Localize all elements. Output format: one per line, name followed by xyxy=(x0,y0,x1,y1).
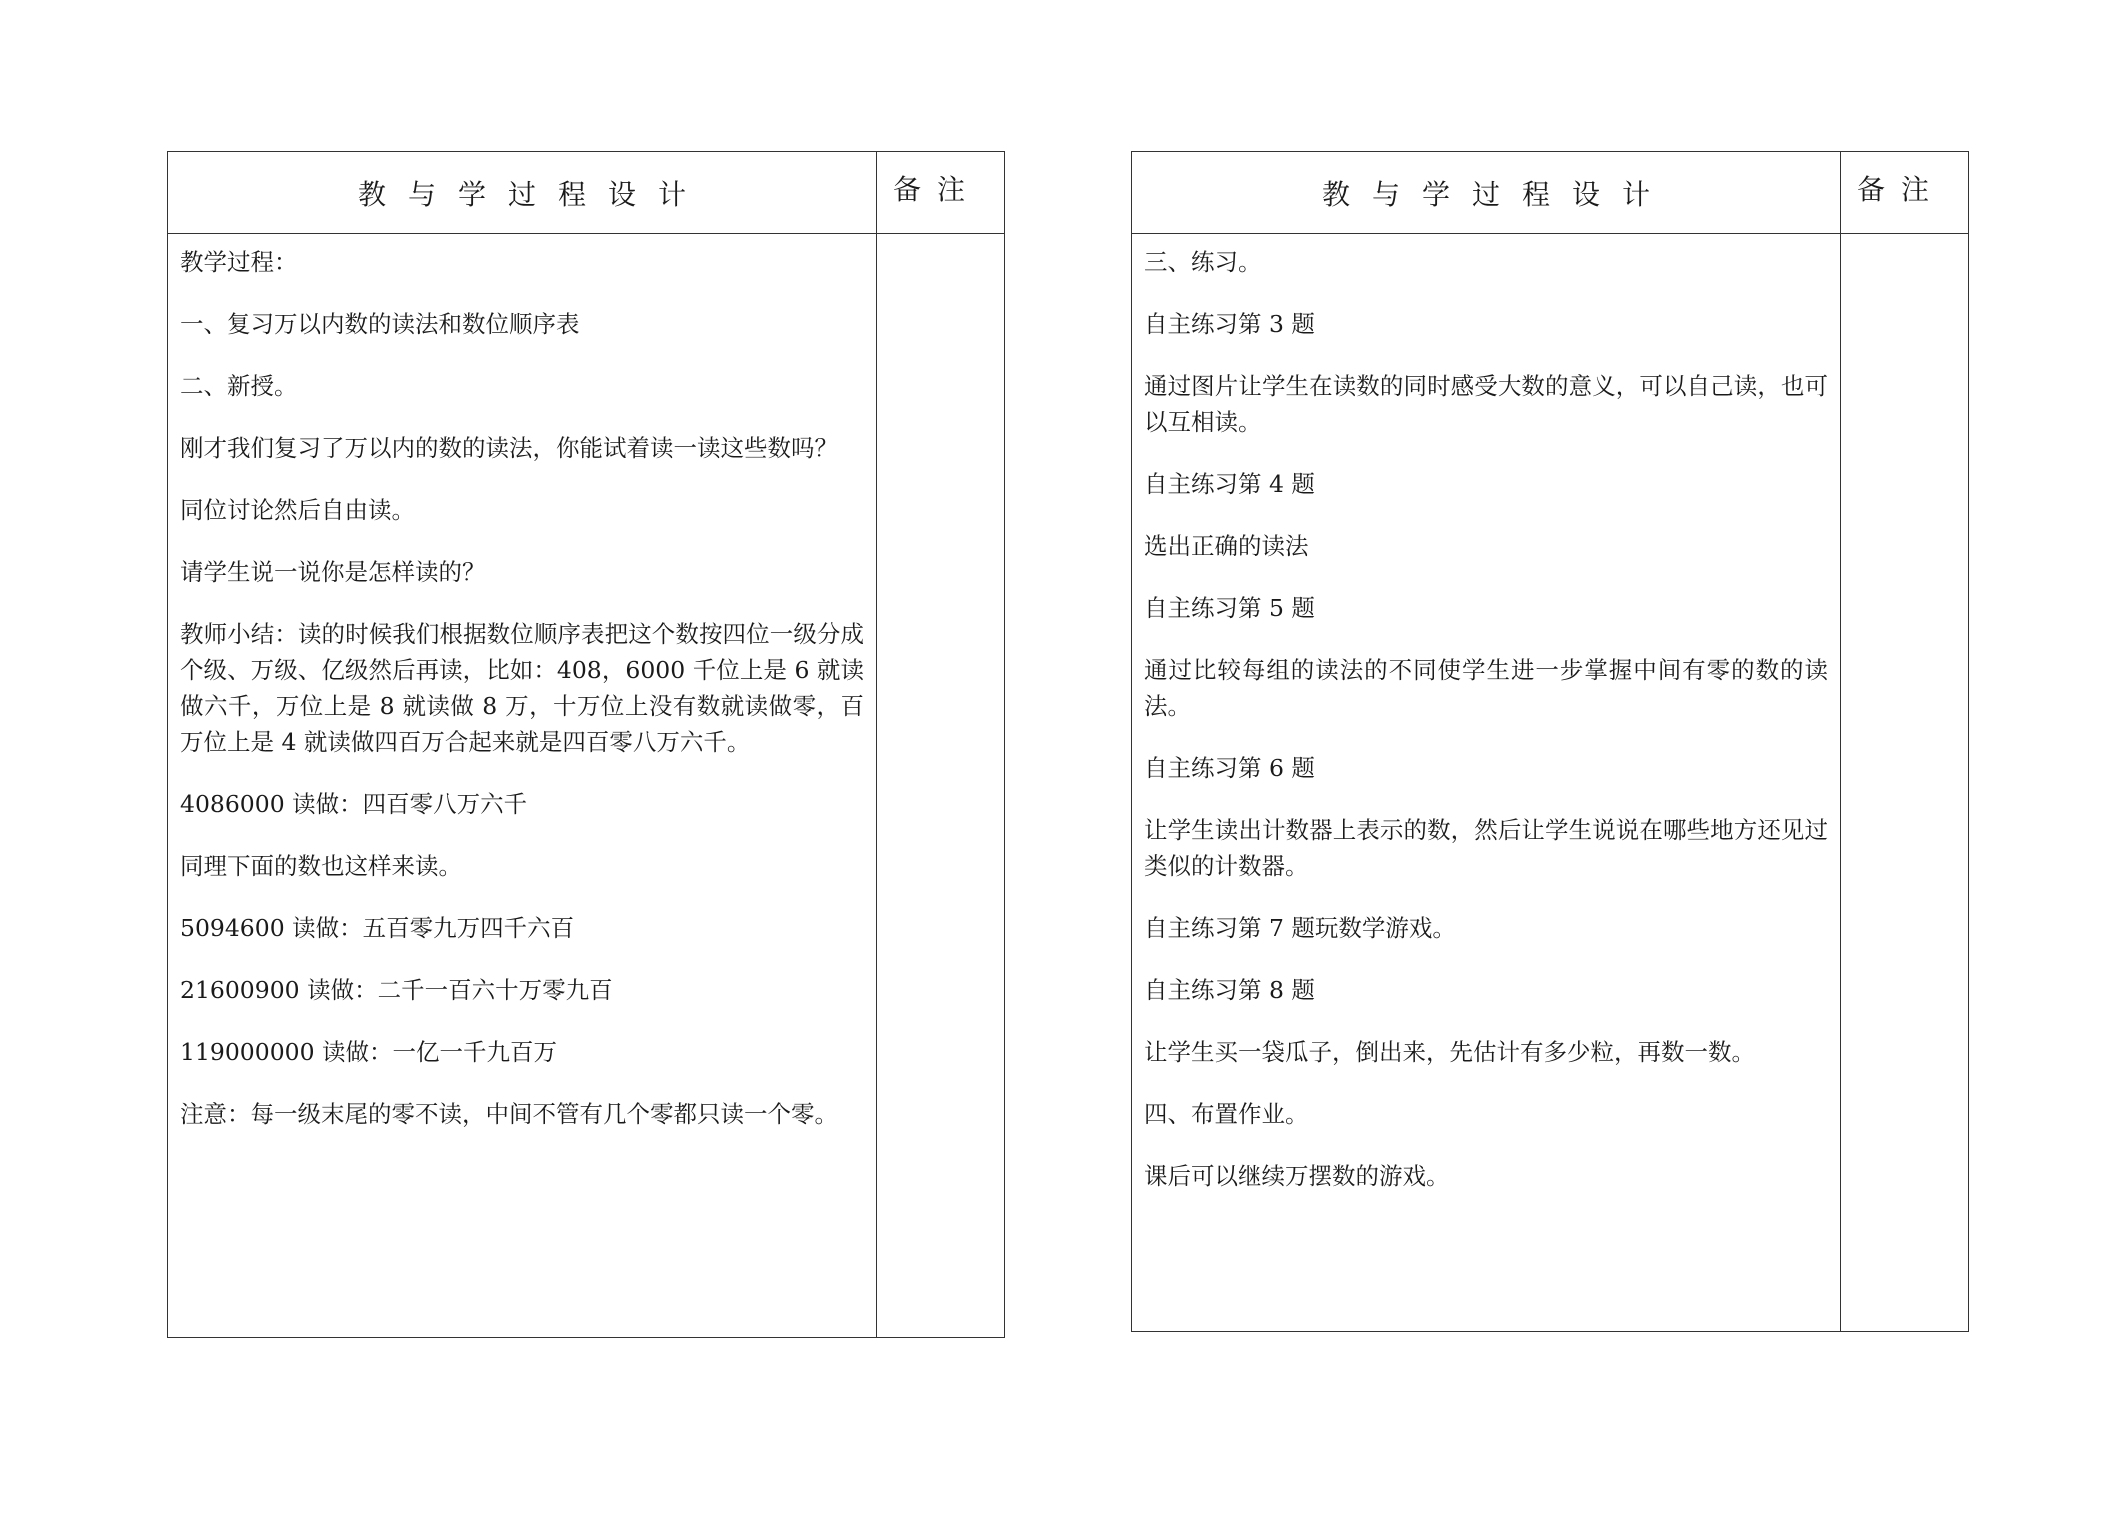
paragraph: 119000000 读做：一亿一千九百万 xyxy=(180,1038,558,1066)
left-header-title: 教与学过程设计 xyxy=(357,177,708,211)
paragraph: 4086000 读做：四百零八万六千 xyxy=(180,790,528,818)
paragraph: 刚才我们复习了万以内的数的读法，你能试着读一读这些数吗？ xyxy=(180,434,838,462)
left-lesson-table xyxy=(167,151,1005,1338)
right-content-cell xyxy=(1132,234,1840,1331)
paragraph: 教学过程： xyxy=(180,248,298,276)
left-note-cell xyxy=(876,234,1004,1337)
left-header-note: 备注 xyxy=(876,152,1004,233)
paragraph: 自主练习第 7 题玩数学游戏。 xyxy=(1144,914,1456,942)
right-note-cell xyxy=(1840,234,1968,1331)
paragraph: 课后可以继续万摆数的游戏。 xyxy=(1144,1162,1450,1190)
paragraph: 同位讨论然后自由读。 xyxy=(180,496,415,524)
paragraph: 21600900 读做：二千一百六十万零九百 xyxy=(180,976,613,1004)
paragraph: 一、复习万以内数的读法和数位顺序表 xyxy=(180,310,580,338)
right-header-row xyxy=(1132,152,1968,234)
paragraph: 通过比较每组的读法的不同使学生进一步掌握中间有零的数的读法。 xyxy=(1144,656,1828,720)
paragraph: 5094600 读做：五百零九万四千六百 xyxy=(180,914,575,942)
left-content-cell xyxy=(168,234,876,1337)
paragraph: 让学生读出计数器上表示的数，然后让学生说说在哪些地方还见过类似的计数器。 xyxy=(1144,816,1828,880)
paragraph: 让学生买一袋瓜子，倒出来，先估计有多少粒，再数一数。 xyxy=(1144,1038,1755,1066)
paragraph: 二、新授。 xyxy=(180,372,298,400)
paragraph: 注意：每一级末尾的零不读，中间不管有几个零都只读一个零。 xyxy=(180,1100,838,1128)
paragraph: 自主练习第 6 题 xyxy=(1144,754,1315,782)
paragraph: 自主练习第 4 题 xyxy=(1144,470,1315,498)
paragraph: 选出正确的读法 xyxy=(1144,532,1309,560)
left-header-row xyxy=(168,152,1004,234)
paragraph: 自主练习第 3 题 xyxy=(1144,310,1315,338)
paragraph: 通过图片让学生在读数的同时感受大数的意义，可以自己读，也可以互相读。 xyxy=(1144,372,1828,436)
paragraph: 教师小结：读的时候我们根据数位顺序表把这个数按四位一级分成个级、万级、亿级然后再读，比如：408，6000 千位上是 6 就读做六千，万位上是 8 就读做 8 万，十万位上没有数就读做零，百万位上是 4 就读做四百万合起来就是四百零八万六千。 xyxy=(180,620,864,756)
paragraph: 请学生说一说你是怎样读的？ xyxy=(180,558,486,586)
paragraph: 四、布置作业。 xyxy=(1144,1100,1309,1128)
paragraph: 自主练习第 5 题 xyxy=(1144,594,1315,622)
right-header-title: 教与学过程设计 xyxy=(1321,177,1672,211)
paragraph: 三、练习。 xyxy=(1144,248,1262,276)
paragraph: 同理下面的数也这样来读。 xyxy=(180,852,462,880)
right-header-note: 备注 xyxy=(1840,152,1968,233)
right-lesson-table xyxy=(1131,151,1969,1332)
paragraph: 自主练习第 8 题 xyxy=(1144,976,1315,1004)
